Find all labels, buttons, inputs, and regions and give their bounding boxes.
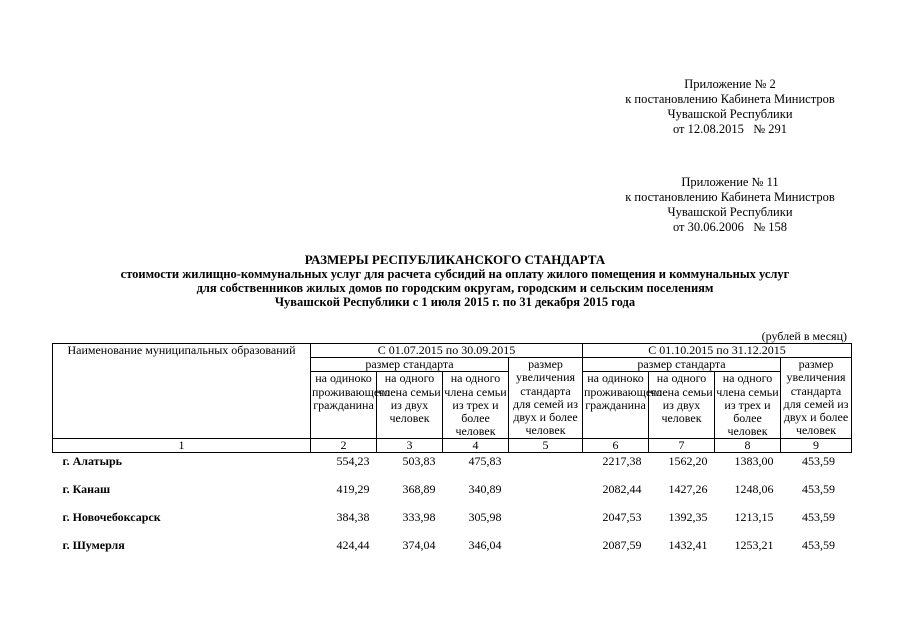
appendix-original-line1: Приложение № 11: [681, 175, 779, 189]
table-row: [53, 509, 852, 537]
value-cell: 453,59: [802, 454, 835, 469]
column-number: 3: [377, 439, 443, 453]
appendix-current-line3: Чувашской Республики: [667, 107, 793, 121]
value-cell: 453,59: [802, 482, 835, 497]
value-cell: 453,59: [802, 538, 835, 553]
column-number: 5: [509, 439, 583, 453]
table-row: [53, 537, 852, 565]
column-numbering-row: [53, 439, 852, 453]
column-number: 7: [649, 439, 715, 453]
column-number: 1: [53, 439, 311, 453]
value-cell: 1248,06: [734, 482, 774, 497]
appendix-original-line3: Чувашской Республики: [667, 205, 793, 219]
value-cell: 2082,44: [602, 482, 642, 497]
value-cell: 340,89: [468, 482, 502, 497]
appendix-current-block: [605, 77, 855, 137]
value-cell: 554,23: [336, 454, 370, 469]
value-cell: [509, 453, 583, 482]
value-cell: 1213,15: [734, 510, 774, 525]
document-title: [40, 253, 870, 309]
municipality-name: г. Шумерля: [62, 538, 125, 553]
column-number: 9: [781, 439, 852, 453]
value-cell: 1392,35: [668, 510, 708, 525]
title-line3: для собственников жилых домов по городским округам, городским и сельским поселениям: [196, 281, 714, 295]
header-two-person-2: на одного члена семьи из двух человек: [649, 372, 715, 439]
value-cell: 374,04: [402, 538, 436, 553]
header-three-plus-2: на одного члена семьи из трех и более человек: [716, 371, 779, 439]
appendix-current-line1: Приложение № 2: [684, 77, 776, 91]
header-increase-1: размер увеличения стандарта для семей из двух и более человек: [509, 358, 583, 439]
value-cell: 1432,41: [668, 538, 708, 553]
header-standard-size-2: размер стандарта: [583, 358, 781, 372]
title-line2: стоимости жилищно-коммунальных услуг для расчета субсидий на оплату жилого помещения и коммунальных услуг: [120, 267, 790, 281]
appendix-original-line4: от 30.06.2006 № 158: [672, 220, 788, 234]
value-cell: 419,29: [336, 482, 370, 497]
value-cell: 2087,59: [602, 538, 642, 553]
municipality-name: г. Канаш: [62, 482, 111, 497]
value-cell: 305,98: [468, 510, 502, 525]
value-cell: [509, 537, 583, 565]
header-three-plus-1: на одного члена семьи из трех и более человек: [444, 371, 507, 439]
header-municipality: Наименование муниципальных образований: [53, 344, 311, 439]
value-cell: 503,83: [402, 454, 436, 469]
header-period-1: С 01.07.2015 по 30.09.2015: [311, 344, 583, 358]
header-period-2: С 01.10.2015 по 31.12.2015: [583, 344, 852, 358]
table-row: [53, 481, 852, 509]
value-cell: 368,89: [402, 482, 436, 497]
value-cell: 333,98: [402, 510, 436, 525]
unit-note: (рублей в месяц): [761, 329, 847, 343]
title-line4: Чувашской Республики с 1 июля 2015 г. по 31 декабря 2015 года: [274, 295, 636, 309]
header-single-1: на одиноко проживающего гражданина: [311, 372, 377, 439]
municipality-name: г. Новочебоксарск: [62, 510, 161, 525]
appendix-current-line2: к постановлению Кабинета Министров: [625, 92, 835, 106]
value-cell: [509, 481, 583, 509]
header-two-person-1: на одного члена семьи из двух человек: [377, 372, 443, 439]
value-cell: 453,59: [802, 510, 835, 525]
value-cell: 475,83: [468, 454, 502, 469]
value-cell: [509, 509, 583, 537]
header-increase-2: размер увеличения стандарта для семей из двух и более человек: [781, 358, 852, 439]
value-cell: 1562,20: [668, 454, 708, 469]
header-standard-size-1: размер стандарта: [311, 358, 509, 372]
value-cell: 384,38: [336, 510, 370, 525]
value-cell: 2217,38: [602, 454, 642, 469]
municipality-name: г. Алатырь: [62, 454, 122, 469]
appendix-current-line4: от 12.08.2015 № 291: [672, 122, 788, 136]
value-cell: 424,44: [336, 538, 370, 553]
appendix-original-line2: к постановлению Кабинета Министров: [625, 190, 835, 204]
subsidy-standards-table: [52, 343, 852, 565]
table-row: [53, 453, 852, 482]
appendix-original-block: [605, 175, 855, 235]
value-cell: 1383,00: [734, 454, 774, 469]
column-number: 2: [311, 439, 377, 453]
column-number: 4: [443, 439, 509, 453]
column-number: 6: [583, 439, 649, 453]
value-cell: 1427,26: [668, 482, 708, 497]
title-main: РАЗМЕРЫ РЕСПУБЛИКАНСКОГО СТАНДАРТА: [304, 252, 606, 267]
column-number: 8: [715, 439, 781, 453]
value-cell: 1253,21: [734, 538, 774, 553]
value-cell: 346,04: [468, 538, 502, 553]
value-cell: 2047,53: [602, 510, 642, 525]
header-single-2: на одиноко проживающего гражданина: [583, 372, 649, 439]
